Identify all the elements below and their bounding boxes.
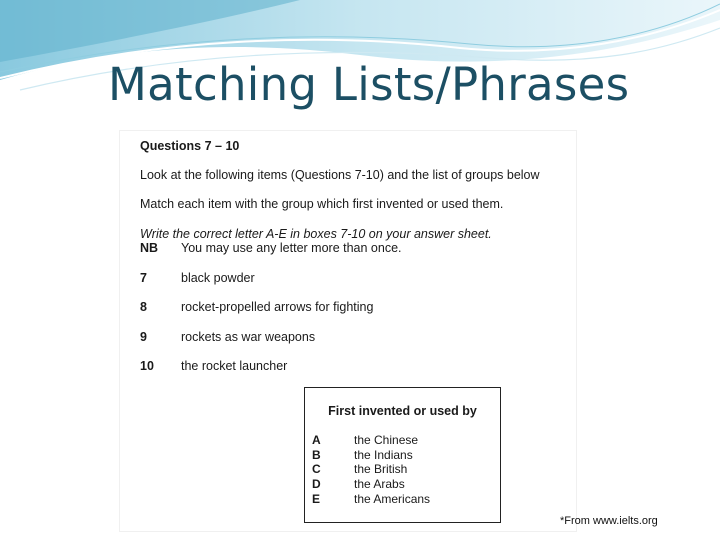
option-letter: C	[312, 462, 321, 476]
option-letter: E	[312, 492, 321, 506]
option-letter: B	[312, 448, 321, 462]
slide-title: Matching Lists/Phrases	[108, 58, 630, 111]
question-number: 9	[140, 330, 147, 344]
option-text: the Indians	[354, 448, 413, 462]
options-heading: First invented or used by	[328, 404, 477, 418]
question-number: 10	[140, 359, 154, 373]
nb-label: NB	[140, 241, 159, 255]
option-text: the Americans	[354, 492, 431, 506]
instruction-match: Match each item with the group which first invented or used them.	[140, 197, 504, 211]
instruction-write: Write the correct letter A-E in boxes 7-10 on your answer sheet.	[140, 227, 492, 241]
option-text: the Arabs	[354, 477, 405, 491]
nb-text: You may use any letter more than once.	[181, 241, 402, 255]
option-letter: A	[312, 433, 321, 447]
question-text: rocket-propelled arrows for fighting	[181, 300, 374, 314]
question-number: 7	[140, 271, 147, 285]
questions-heading: Questions 7 – 10	[140, 139, 240, 153]
options-box	[304, 387, 501, 523]
option-letter: D	[312, 477, 321, 491]
option-text: the British	[354, 462, 408, 476]
question-text: black powder	[181, 271, 255, 285]
option-text: the Chinese	[354, 433, 419, 447]
question-text: the rocket launcher	[181, 359, 288, 373]
question-text: rockets as war weapons	[181, 330, 316, 344]
question-number: 8	[140, 300, 147, 314]
instruction-look: Look at the following items (Questions 7-10) and the list of groups below	[140, 168, 540, 182]
source-credit: *From www.ielts.org	[560, 515, 658, 527]
